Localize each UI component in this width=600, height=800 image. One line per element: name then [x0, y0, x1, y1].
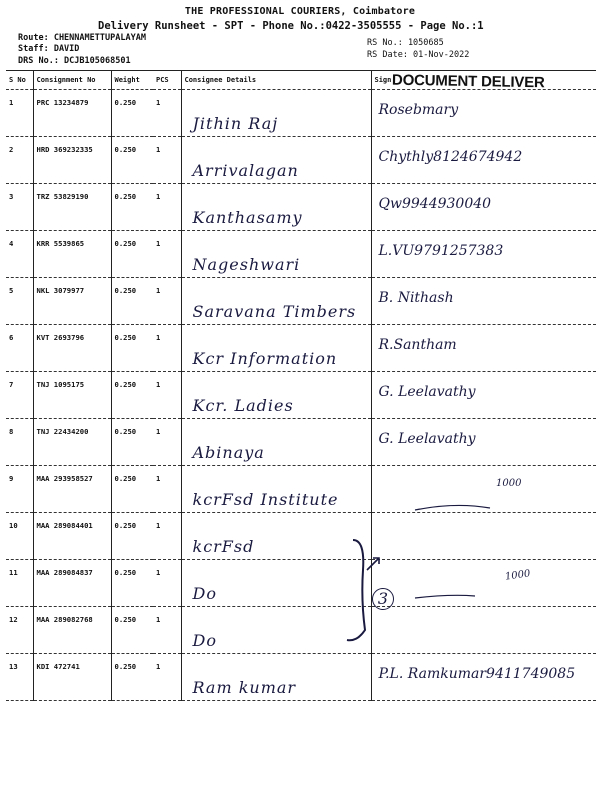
row-sign-cell: [371, 325, 596, 372]
table-row: [6, 137, 596, 184]
staff-label: Staff: DAVID: [18, 44, 80, 54]
row-pcs: 1: [153, 654, 181, 701]
row-consignment-no: HRD 369232335: [33, 137, 111, 184]
col-sign: Sign: [371, 71, 596, 90]
row-consignee-cell: [181, 419, 371, 466]
row-consignment-no: TRZ 53829190: [33, 184, 111, 231]
row-pcs: 1: [153, 90, 181, 137]
table-row: [6, 560, 596, 607]
row-consignee-cell: [181, 231, 371, 278]
document-delivered-stamp: DOCUMENT DELIVER: [391, 71, 545, 92]
route-label: Route: CHENNAMETTUPALAYAM: [18, 33, 146, 43]
row-weight: 0.250: [111, 325, 153, 372]
row-sign-cell: [371, 231, 596, 278]
row-signature: R.Santham: [378, 337, 457, 353]
row-consignee-cell: [181, 278, 371, 325]
rs-date: RS Date: 01-Nov-2022: [367, 50, 470, 60]
table-row: [6, 278, 596, 325]
row-consignee-cell: [181, 654, 371, 701]
row-sign-cell: [371, 90, 596, 137]
row-consignment-no: MAA 289084401: [33, 513, 111, 560]
row-consignment-no: MAA 293958527: [33, 466, 111, 513]
table-row: [6, 419, 596, 466]
row-consignee: Arrivalagan: [192, 161, 299, 180]
row-consignment-no: KDI 472741: [33, 654, 111, 701]
table-row: [6, 325, 596, 372]
row-signature: Rosebmary: [378, 102, 459, 118]
row-pcs: 1: [153, 372, 181, 419]
row-sno: 8: [6, 419, 33, 466]
col-weight: Weight: [111, 71, 153, 90]
row-consignee: Kcr. Ladies: [192, 396, 294, 415]
row-consignee: Saravana Timbers: [192, 302, 357, 321]
row-consignee-cell: [181, 372, 371, 419]
row-weight: 0.250: [111, 607, 153, 654]
row-weight: 0.250: [111, 278, 153, 325]
row-consignment-no: TNJ 1095175: [33, 372, 111, 419]
row-pcs: 1: [153, 607, 181, 654]
row-pcs: 1: [153, 419, 181, 466]
row-weight: 0.250: [111, 513, 153, 560]
row-consignment-no: PRC 13234879: [33, 90, 111, 137]
row-phone: 9791257383: [414, 243, 504, 259]
col-consignment: Consignment No: [33, 71, 111, 90]
amount-note-1: 1000: [496, 478, 522, 489]
scribble-strokes: [395, 490, 505, 610]
row-consignee-cell: [181, 466, 371, 513]
circled-count: 3: [372, 588, 394, 610]
row-signature: L.VU: [378, 243, 415, 259]
row-pcs: 1: [153, 466, 181, 513]
row-pcs: 1: [153, 560, 181, 607]
table-row: [6, 654, 596, 701]
row-consignee: Kcr Information: [192, 349, 338, 368]
table-row: [6, 231, 596, 278]
row-consignee-cell: [181, 607, 371, 654]
row-sign-cell: [371, 184, 596, 231]
row-sign-cell: [371, 607, 596, 654]
row-pcs: 1: [153, 513, 181, 560]
row-pcs: 1: [153, 231, 181, 278]
row-phone: 8124674942: [433, 149, 523, 165]
row-consignee: Do: [192, 631, 217, 650]
row-consignee: Jithin Raj: [192, 114, 279, 133]
row-signature: G. Leelavathy: [378, 431, 476, 447]
row-consignee-cell: [181, 184, 371, 231]
row-weight: 0.250: [111, 466, 153, 513]
row-weight: 0.250: [111, 560, 153, 607]
table-row: [6, 513, 596, 560]
row-consignee: Ram kumar: [192, 678, 297, 697]
row-signature: P.L. Ramkumar: [378, 666, 487, 682]
row-signature: Qw: [378, 196, 402, 212]
row-weight: 0.250: [111, 372, 153, 419]
row-consignee-cell: [181, 325, 371, 372]
row-weight: 0.250: [111, 184, 153, 231]
row-sno: 4: [6, 231, 33, 278]
table-row: [6, 372, 596, 419]
row-consignee: Nageshwari: [192, 255, 301, 274]
row-phone: 9411749085: [486, 666, 576, 682]
row-consignment-no: MAA 289084837: [33, 560, 111, 607]
row-consignee-cell: [181, 560, 371, 607]
row-consignee-cell: [181, 137, 371, 184]
row-sno: 5: [6, 278, 33, 325]
col-sno: S No: [6, 71, 33, 90]
table-row: [6, 607, 596, 654]
row-weight: 0.250: [111, 90, 153, 137]
row-sign-cell: [371, 137, 596, 184]
row-signature: B. Nithash: [378, 290, 454, 306]
bracket-mark: [345, 530, 385, 650]
row-consignment-no: NKL 3079977: [33, 278, 111, 325]
row-sno: 11: [6, 560, 33, 607]
row-consignee: Abinaya: [192, 443, 265, 462]
row-sno: 3: [6, 184, 33, 231]
row-weight: 0.250: [111, 137, 153, 184]
row-pcs: 1: [153, 278, 181, 325]
row-pcs: 1: [153, 184, 181, 231]
row-weight: 0.250: [111, 419, 153, 466]
table-row: [6, 184, 596, 231]
row-consignee-cell: [181, 513, 371, 560]
row-consignee: kcrFsd: [192, 537, 255, 556]
rs-number: RS No.: 1050685: [367, 38, 444, 48]
col-consignee: Consignee Details: [181, 71, 371, 90]
row-sign-cell: [371, 419, 596, 466]
row-weight: 0.250: [111, 654, 153, 701]
row-sign-cell: [371, 372, 596, 419]
table-row: [6, 90, 596, 137]
company-title: THE PROFESSIONAL COURIERS, Coimbatore: [184, 6, 416, 17]
row-sign-cell: [371, 278, 596, 325]
runsheet-subtitle: Delivery Runsheet - SPT - Phone No.:0422-3505555 - Page No.:1: [98, 20, 484, 32]
row-sno: 7: [6, 372, 33, 419]
row-consignee: Kanthasamy: [192, 208, 303, 227]
runsheet-table: [6, 70, 596, 701]
col-pcs: PCS: [153, 71, 181, 90]
row-sno: 9: [6, 466, 33, 513]
row-pcs: 1: [153, 137, 181, 184]
row-pcs: 1: [153, 325, 181, 372]
table-row: [6, 466, 596, 513]
row-phone: 9944930040: [401, 196, 492, 212]
row-consignment-no: MAA 289082768: [33, 607, 111, 654]
row-sno: 2: [6, 137, 33, 184]
row-sno: 6: [6, 325, 33, 372]
drs-number: DRS No.: DCJB105068501: [18, 56, 131, 66]
row-consignee: Do: [192, 584, 217, 603]
row-sno: 12: [6, 607, 33, 654]
row-consignee: kcrFsd Institute: [192, 490, 339, 509]
row-consignment-no: KVT 2693796: [33, 325, 111, 372]
row-sno: 1: [6, 90, 33, 137]
row-signature: G. Leelavathy: [378, 384, 476, 400]
row-consignment-no: KRR 5539865: [33, 231, 111, 278]
row-consignee-cell: [181, 90, 371, 137]
amount-note-2: 1000: [504, 568, 532, 583]
row-signature: Chythly: [378, 149, 434, 165]
row-sno: 10: [6, 513, 33, 560]
row-consignment-no: TNJ 22434200: [33, 419, 111, 466]
row-sign-cell: [371, 654, 596, 701]
row-weight: 0.250: [111, 231, 153, 278]
row-sno: 13: [6, 654, 33, 701]
